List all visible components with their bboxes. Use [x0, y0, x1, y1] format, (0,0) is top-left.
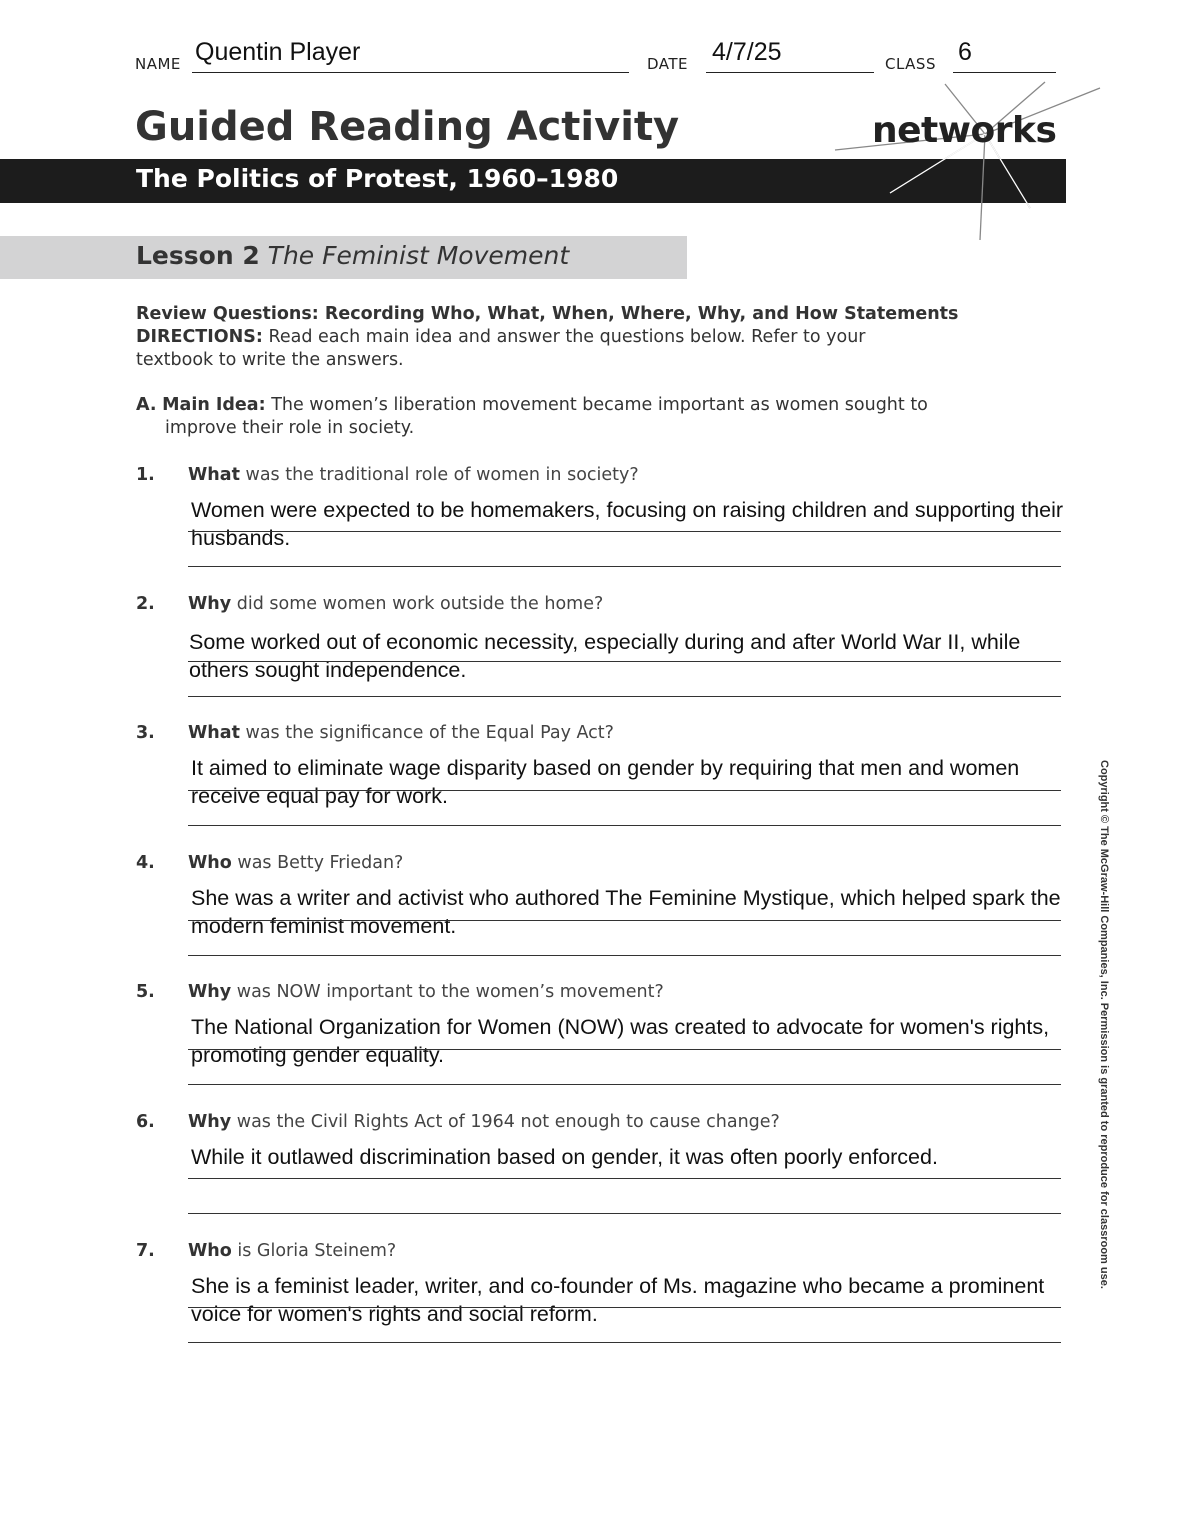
question-7-lead: Who: [188, 1241, 232, 1261]
answer-2-line-2: [188, 696, 1061, 697]
question-3: [188, 723, 614, 743]
answer-1-line-2: [188, 566, 1061, 567]
question-2: [188, 594, 603, 614]
answer-7[interactable]: She is a feminist leader, writer, and co-founder of Ms. magazine who became a prominent voice for women's rights and social reform.: [191, 1274, 1045, 1326]
question-2-lead: Why: [188, 594, 232, 614]
class-underline: [953, 72, 1056, 73]
question-1: [188, 465, 639, 485]
answer-1-line-1: [188, 531, 1061, 532]
name-label: NAME: [135, 55, 181, 73]
question-7-text: is Gloria Steinem?: [237, 1241, 397, 1261]
question-7: [188, 1241, 396, 1261]
directions-text-1: Read each main idea and answer the questions below. Refer to your: [268, 327, 866, 347]
question-1-text: was the traditional role of women in society?: [245, 465, 639, 485]
answer-4[interactable]: She was a writer and activist who authored The Feminine Mystique, which helped spark the modern feminist movement.: [191, 886, 1061, 938]
name-value[interactable]: Quentin Player: [195, 38, 361, 66]
question-3-text: was the significance of the Equal Pay Act?: [245, 723, 614, 743]
main-idea-text-2: improve their role in society.: [165, 418, 415, 438]
question-5-lead: Why: [188, 982, 232, 1002]
date-underline: [706, 72, 874, 73]
directions-block: [136, 303, 958, 372]
answer-2[interactable]: Some worked out of economic necessity, especially during and after World War II, while others sought independence.: [189, 630, 1021, 682]
question-4-text: was Betty Friedan?: [237, 853, 404, 873]
directions-label: DIRECTIONS:: [136, 327, 263, 347]
page-title: Guided Reading Activity: [135, 104, 680, 150]
answer-5-line-1: [188, 1049, 1061, 1050]
networks-logo-rays-icon: [830, 78, 1110, 243]
main-idea-label: Main Idea:: [162, 395, 266, 415]
answer-6-line-2: [188, 1213, 1061, 1214]
answer-5[interactable]: The National Organization for Women (NOW) was created to advocate for women's rights, promoting gender equality.: [191, 1015, 1050, 1067]
answer-7-line-2: [188, 1342, 1061, 1343]
lesson-heading: [136, 241, 569, 270]
main-idea-letter: A.: [136, 395, 157, 415]
answer-7-line-1: [188, 1307, 1061, 1308]
question-2-number: 2.: [136, 594, 155, 614]
brand-logo: networks: [872, 110, 1057, 151]
lesson-name: The Feminist Movement: [267, 241, 570, 270]
class-label: CLASS: [885, 55, 936, 73]
answer-5-line-2: [188, 1084, 1061, 1085]
question-4: [188, 853, 403, 873]
question-3-lead: What: [188, 723, 240, 743]
question-6-text: was the Civil Rights Act of 1964 not enough to cause change?: [236, 1112, 780, 1132]
question-1-number: 1.: [136, 465, 155, 485]
answer-3-line-1: [188, 790, 1061, 791]
answer-6-line-1: [188, 1178, 1061, 1179]
question-6: [188, 1112, 780, 1132]
question-5: [188, 982, 664, 1002]
question-7-number: 7.: [136, 1241, 155, 1261]
answer-4-line-2: [188, 955, 1061, 956]
question-6-number: 6.: [136, 1112, 155, 1132]
question-6-lead: Why: [188, 1112, 232, 1132]
date-label: DATE: [647, 55, 689, 73]
question-3-number: 3.: [136, 723, 155, 743]
class-value[interactable]: 6: [958, 38, 972, 66]
answer-3[interactable]: It aimed to eliminate wage disparity based on gender by requiring that men and women receive equal pay for work.: [191, 756, 1020, 808]
copyright-notice: Copyright © The McGraw-Hill Companies, Inc. Permission is granted to reproduce for classroom use.: [1098, 760, 1110, 1289]
review-heading: Review Questions: Recording Who, What, When, Where, Why, and How Statements: [136, 304, 959, 324]
answer-3-line-2: [188, 825, 1061, 826]
question-5-text: was NOW important to the women’s movement?: [236, 982, 664, 1002]
main-idea-text-1: The women’s liberation movement became important as women sought to: [271, 395, 928, 415]
question-4-lead: Who: [188, 853, 232, 873]
answer-4-line-1: [188, 920, 1061, 921]
answer-2-line-1: [188, 661, 1061, 662]
lesson-label: Lesson 2: [136, 241, 260, 270]
question-1-lead: What: [188, 465, 240, 485]
question-5-number: 5.: [136, 982, 155, 1002]
date-value[interactable]: 4/7/25: [712, 38, 782, 66]
name-underline: [192, 72, 629, 73]
main-idea: [136, 394, 928, 440]
banner-subtitle: The Politics of Protest, 1960–1980: [136, 164, 619, 193]
question-2-text: did some women work outside the home?: [236, 594, 604, 614]
answer-1[interactable]: Women were expected to be homemakers, focusing on raising children and supporting their husbands.: [191, 498, 1064, 550]
question-4-number: 4.: [136, 853, 155, 873]
directions-text-2: textbook to write the answers.: [136, 350, 404, 370]
answer-6[interactable]: While it outlawed discrimination based on gender, it was often poorly enforced.: [191, 1145, 938, 1169]
